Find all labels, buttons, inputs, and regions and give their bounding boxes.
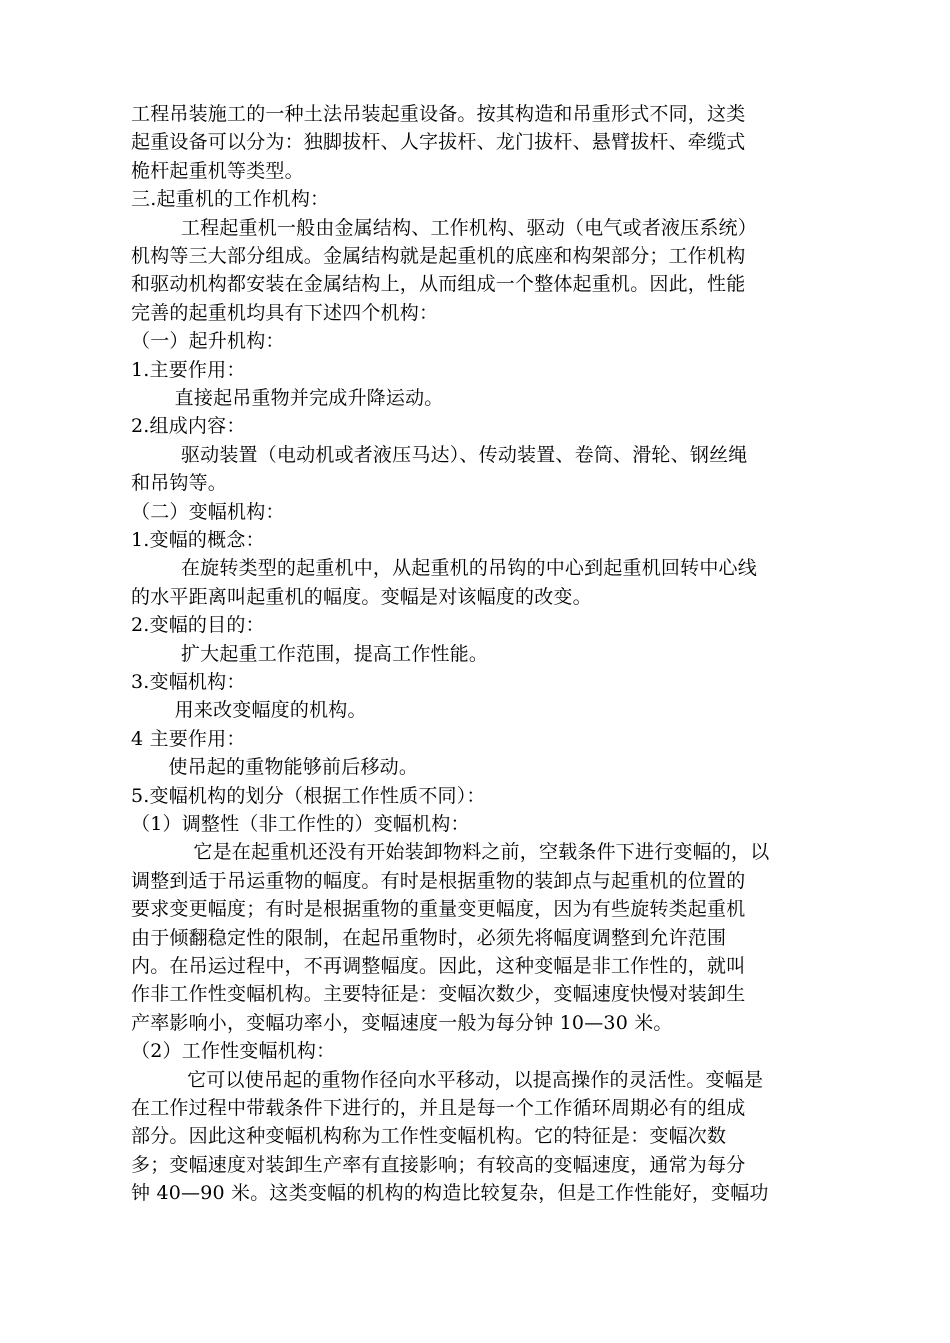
text-line: 三.起重机的工作机构： [131, 188, 330, 211]
text-line: 产率影响小，变幅功率小，变幅速度一般为每分钟 10—30 米。 [131, 1011, 673, 1034]
text-line: 钟 40—90 米。这类变幅的机构的构造比较复杂，但是工作性能好，变幅功 [131, 1182, 769, 1205]
text-line: 和吊钩等。 [131, 472, 228, 495]
text-line: 起重设备可以分为：独脚拔杆、人字拔杆、龙门拔杆、悬臂拔杆、牵缆式 [131, 131, 746, 154]
text-line: 桅杆起重机等类型。 [131, 159, 304, 182]
text-line: 工程起重机一般由金属结构、工作机构、驱动（电气或者液压系统） [131, 216, 757, 239]
text-line: （二）变幅机构： [131, 500, 285, 523]
text-line: 2.变幅的目的： [131, 614, 265, 637]
text-line: 调整到适于吊运重物的幅度。有时是根据重物的装卸点与起重机的位置的 [131, 869, 746, 892]
text-line: 作非工作性变幅机构。主要特征是：变幅次数少，变幅速度快慢对装卸生 [131, 983, 746, 1006]
text-line: 在旋转类型的起重机中，从起重机的吊钩的中心到起重机回转中心线 [131, 557, 757, 580]
text-line: （1）调整性（非工作性的）变幅机构： [131, 813, 470, 835]
text-line: 它是在起重机还没有开始装卸物料之前，空载条件下进行变幅的，以 [131, 841, 770, 864]
text-line: （一）起升机构： [131, 330, 285, 353]
text-line: 1.主要作用： [131, 358, 246, 381]
text-line: 要求变更幅度；有时是根据重物的重量变更幅度，因为有些旋转类起重机 [131, 898, 746, 921]
text-line: 多；变幅速度对装卸生产率有直接影响；有较高的变幅速度，通常为每分 [131, 1153, 746, 1176]
text-line: 驱动装置（电动机或者液压马达）、传动装置、卷筒、滑轮、钢丝绳 [131, 443, 748, 466]
text-line: 1.变幅的概念： [131, 529, 265, 551]
text-line: （2）工作性变幅机构： [131, 1040, 336, 1063]
text-line: 它可以使吊起的重物作径向水平移动，以提高操作的灵活性。变幅是 [131, 1068, 764, 1091]
text-line: 2.组成内容： [131, 415, 246, 438]
text-line: 使吊起的重物能够前后移动。 [131, 756, 419, 779]
text-line: 和驱动机构都安装在金属结构上，从而组成一个整体起重机。因此，性能 [131, 273, 746, 296]
text-line: 用来改变幅度的机构。 [131, 699, 367, 722]
text-line: 内。在吊运过程中，不再调整幅度。因此，这种变幅是非工作性的，就叫 [131, 955, 746, 977]
text-line: 完善的起重机均具有下述四个机构： [131, 301, 439, 324]
text-line: 5.变幅机构的划分（根据工作性质不同）： [131, 784, 486, 807]
text-line: 由于倾翻稳定性的限制，在起吊重物时，必须先将幅度调整到允许范围 [131, 926, 727, 949]
text-line: 的水平距离叫起重机的幅度。变幅是对该幅度的改变。 [131, 585, 592, 608]
text-line: 部分。因此这种变幅机构称为工作性变幅机构。它的特征是：变幅次数 [131, 1125, 727, 1148]
text-line: 在工作过程中带载条件下进行的，并且是每一个工作循环周期必有的组成 [131, 1097, 746, 1119]
text-line: 4 主要作用： [131, 727, 246, 750]
text-line: 扩大起重工作范围，提高工作性能。 [131, 642, 489, 665]
text-line: 工程吊装施工的一种土法吊装起重设备。按其构造和吊重形式不同，这类 [131, 103, 746, 125]
text-line: 3.变幅机构： [131, 671, 246, 693]
text-line: 直接起吊重物并完成升降运动。 [131, 387, 444, 409]
text-line: 机构等三大部分组成。金属结构就是起重机的底座和构架部分；工作机构 [131, 245, 746, 267]
